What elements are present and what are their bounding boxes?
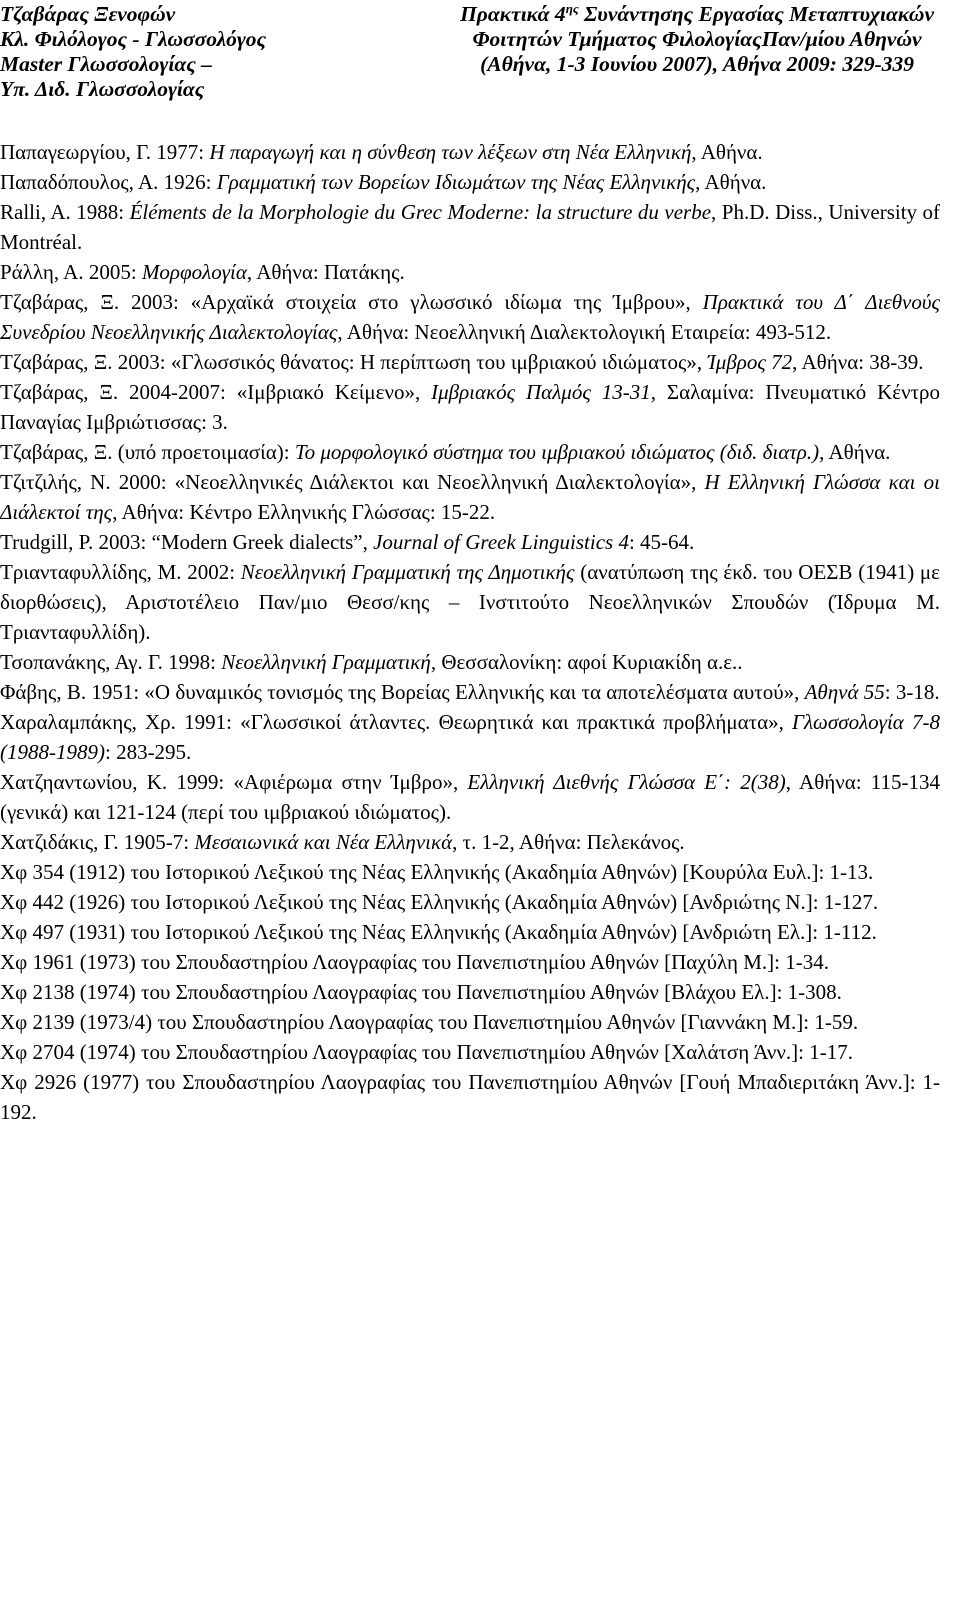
reference-details: , τ. 1-2, Αθήνα: Πελεκάνος. xyxy=(452,830,685,854)
reference-text: Ράλλη, Α. 2005: xyxy=(0,260,142,284)
reference-entry xyxy=(0,557,940,647)
reference-details: , Αθήνα: Πατάκης. xyxy=(246,260,405,284)
reference-text: Παπαδόπουλος, Α. 1926: xyxy=(0,170,217,194)
reference-entry xyxy=(0,647,940,677)
reference-title: Journal of Greek Linguistics 4 xyxy=(373,530,629,554)
reference-title: Νεοελληνική Γραμματική xyxy=(221,650,431,674)
reference-entry xyxy=(0,917,940,947)
reference-entry xyxy=(0,827,940,857)
reference-text: Χφ 2138 (1974) του Σπουδαστηρίου Λαογραφίας του Πανεπιστημίου Αθηνών [Βλάχου Ελ.]: 1-308. xyxy=(0,980,842,1004)
author-name: Τζαβάρας Ξενοφών xyxy=(0,2,176,26)
reference-title: Ελληνική Διεθνής Γλώσσα Ε΄: 2(38) xyxy=(467,770,786,794)
reference-title: Η παραγωγή και η σύνθεση των λέξεων στη Νέα Ελληνική xyxy=(209,140,692,164)
reference-title: Η Ελληνική Γλώσσα και οι Διάλεκτοί της xyxy=(0,470,940,524)
reference-details: , Θεσσαλονίκη: αφοί Κυριακίδη α.ε.. xyxy=(430,650,743,674)
reference-title: Πρακτικά του Δ΄ Διεθνούς Συνεδρίου Νεοελληνικής Διαλεκτολογίας xyxy=(0,290,940,344)
reference-title: Ίμβρος 72 xyxy=(707,350,793,374)
reference-entry xyxy=(0,1037,940,1067)
reference-text: Χφ 2704 (1974) του Σπουδαστηρίου Λαογραφίας του Πανεπιστημίου Αθηνών [Χαλάτση Άνν.]: 1-17. xyxy=(0,1040,853,1064)
reference-title: Γραμματική των Βορείων Ιδιωμάτων της Νέας Ελληνικής xyxy=(216,170,696,194)
reference-text: Χφ 2139 (1973/4) του Σπουδαστηρίου Λαογραφίας του Πανεπιστημίου Αθηνών [Γιαννάκη Μ.]: 1-59. xyxy=(0,1010,859,1034)
reference-text: Τζαβάρας, Ξ. 2003: «Γλωσσικός θάνατος: Η περίπτωση του ιμβριακού ιδιώματος», xyxy=(0,350,708,374)
reference-entry xyxy=(0,377,940,437)
proceedings-line-1-post: Συνάντησης Εργασίας Μεταπτυχιακών xyxy=(578,2,934,26)
reference-details: : 283-295. xyxy=(104,740,192,764)
reference-text: Τσοπανάκης, Αγ. Γ. 1998: xyxy=(0,650,222,674)
reference-details: , Αθήνα: 115-134 (γενικά) και 121-124 (περί του ιμβριακού ιδιώματος). xyxy=(0,770,941,824)
reference-text: Τριανταφυλλίδης, Μ. 2002: xyxy=(0,560,241,584)
reference-title: Νεοελληνική Γραμματική της Δημοτικής xyxy=(240,560,575,584)
reference-title: Μορφολογία xyxy=(141,260,247,284)
reference-entry xyxy=(0,977,940,1007)
reference-text: Χφ 354 (1912) του Ιστορικού Λεξικού της Νέας Ελληνικής (Ακαδημία Αθηνών) [Κουρύλα Ευλ.]: 1-13. xyxy=(0,860,874,884)
proceedings-line-3: (Αθήνα, 1-3 Ιουνίου 2007), Αθήνα 2009: 329-339 xyxy=(480,52,914,76)
reference-entry xyxy=(0,467,940,527)
proceedings-line-2: Φοιτητών Τμήματος ΦιλολογίαςΠαν/μίου Αθηνών xyxy=(472,27,922,51)
reference-text: Τζαβάρας, Ξ. 2004-2007: «Ιμβριακό Κείμενο», xyxy=(0,380,432,404)
reference-entry xyxy=(0,347,940,377)
reference-details: , Αθήνα. xyxy=(695,170,767,194)
reference-text: Trudgill, P. 2003: “Modern Greek dialects”, xyxy=(0,530,374,554)
reference-details: : 3-18. xyxy=(884,680,940,704)
reference-details: , Αθήνα. xyxy=(691,140,763,164)
reference-entry xyxy=(0,857,940,887)
reference-text: Φάβης, Β. 1951: «Ο δυναμικός τονισμός της Βορείας Ελληνικής και τα αποτελέσματα αυτού», xyxy=(0,680,805,704)
reference-entry xyxy=(0,677,940,707)
reference-entry xyxy=(0,437,940,467)
reference-text: Χατζιδάκις, Γ. 1905-7: xyxy=(0,830,195,854)
reference-details: , Αθήνα: Κέντρο Ελληνικής Γλώσσας: 15-22. xyxy=(112,500,496,524)
reference-text: Τζαβάρας, Ξ. 2003: «Αρχαϊκά στοιχεία στο γλωσσικό ιδίωμα της Ίμβρου», xyxy=(0,290,703,314)
reference-text: Χφ 2926 (1977) του Σπουδαστηρίου Λαογραφίας του Πανεπιστημίου Αθηνών [Γουή Μπαδιεριτάκη Άνν.]: 1-192. xyxy=(0,1070,940,1124)
reference-title: Μεσαιωνικά και Νέα Ελληνικά xyxy=(194,830,453,854)
reference-title: Éléments de la Morphologie du Grec Moderne: la structure du verbe xyxy=(129,200,712,224)
reference-entry xyxy=(0,707,940,767)
proceedings-ordinal: ης xyxy=(565,0,579,16)
author-block xyxy=(0,2,266,102)
reference-entry xyxy=(0,257,940,287)
reference-entry xyxy=(0,1067,940,1127)
reference-text: Ralli, A. 1988: xyxy=(0,200,130,224)
reference-entry xyxy=(0,527,940,557)
reference-entry xyxy=(0,287,940,347)
reference-details: , Ph.D. Diss., University of Montréal. xyxy=(0,200,940,254)
author-candidate: Υπ. Διδ. Γλωσσολογίας xyxy=(0,77,205,101)
reference-title: Το μορφολογικό σύστημα του ιμβριακού ιδιώματος (διδ. διατρ.) xyxy=(294,440,820,464)
page-header xyxy=(0,2,940,102)
reference-text: Χφ 497 (1931) του Ιστορικού Λεξικού της Νέας Ελληνικής (Ακαδημία Αθηνών) [Ανδριώτη Ελ.]: 1-112. xyxy=(0,920,877,944)
reference-entry xyxy=(0,197,940,257)
proceedings-line-1 xyxy=(460,2,934,27)
reference-title: Αθηνά 55 xyxy=(804,680,885,704)
reference-details: , Σαλαμίνα: Πνευματικό Κέντρο Παναγίας Ιμβριώτισσας: 3. xyxy=(0,380,940,434)
reference-entry xyxy=(0,887,940,917)
reference-entry xyxy=(0,767,940,827)
reference-title: Ιμβριακός Παλμός 13-31 xyxy=(431,380,651,404)
reference-text: Τζιτζιλής, Ν. 2000: «Νεοελληνικές Διάλεκτοι και Νεοελληνική Διαλεκτολογία», xyxy=(0,470,705,494)
reference-entry xyxy=(0,167,940,197)
author-title: Κλ. Φιλόλογος - Γλωσσολόγος xyxy=(0,27,267,51)
proceedings-line-1-pre: Πρακτικά 4 xyxy=(460,2,566,26)
reference-entry xyxy=(0,947,940,977)
reference-title: Γλωσσολογία 7-8 (1988-1989) xyxy=(0,710,940,764)
reference-details: , Αθήνα: 38-39. xyxy=(792,350,924,374)
reference-text: Τζαβάρας, Ξ. (υπό προετοιμασία): xyxy=(0,440,295,464)
reference-details: : 45-64. xyxy=(628,530,695,554)
reference-text: Χαραλαμπάκης, Χρ. 1991: «Γλωσσικοί άτλαντες. Θεωρητικά και πρακτικά προβλήματα», xyxy=(0,710,792,734)
reference-text: Παπαγεωργίου, Γ. 1977: xyxy=(0,140,210,164)
reference-details: (ανατύπωση της έκδ. του ΟΕΣΒ (1941) με διορθώσεις), Αριστοτέλειο Παν/μιο Θεσσ/κης – Ινστιτούτο Νεοελληνικών Σπουδών (Ίδρυμα Μ. Τριανταφυλλίδη). xyxy=(0,560,940,644)
author-degree: Master Γλωσσολογίας – xyxy=(0,52,212,76)
reference-text: Χφ 1961 (1973) του Σπουδαστηρίου Λαογραφίας του Πανεπιστημίου Αθηνών [Παχύλη Μ.]: 1-34. xyxy=(0,950,829,974)
proceedings-block xyxy=(460,2,940,77)
reference-entry xyxy=(0,1007,940,1037)
reference-entry xyxy=(0,137,940,167)
reference-text: Χφ 442 (1926) του Ιστορικού Λεξικού της Νέας Ελληνικής (Ακαδημία Αθηνών) [Ανδριώτης Ν.]: 1-127. xyxy=(0,890,879,914)
reference-details: , Αθήνα. xyxy=(819,440,891,464)
reference-text: Χατζηαντωνίου, Κ. 1999: «Αφιέρωμα στην Ίμβρο», xyxy=(0,770,468,794)
reference-list xyxy=(0,137,940,1127)
reference-details: , Αθήνα: Νεοελληνική Διαλεκτολογική Εταιρεία: 493-512. xyxy=(337,320,832,344)
